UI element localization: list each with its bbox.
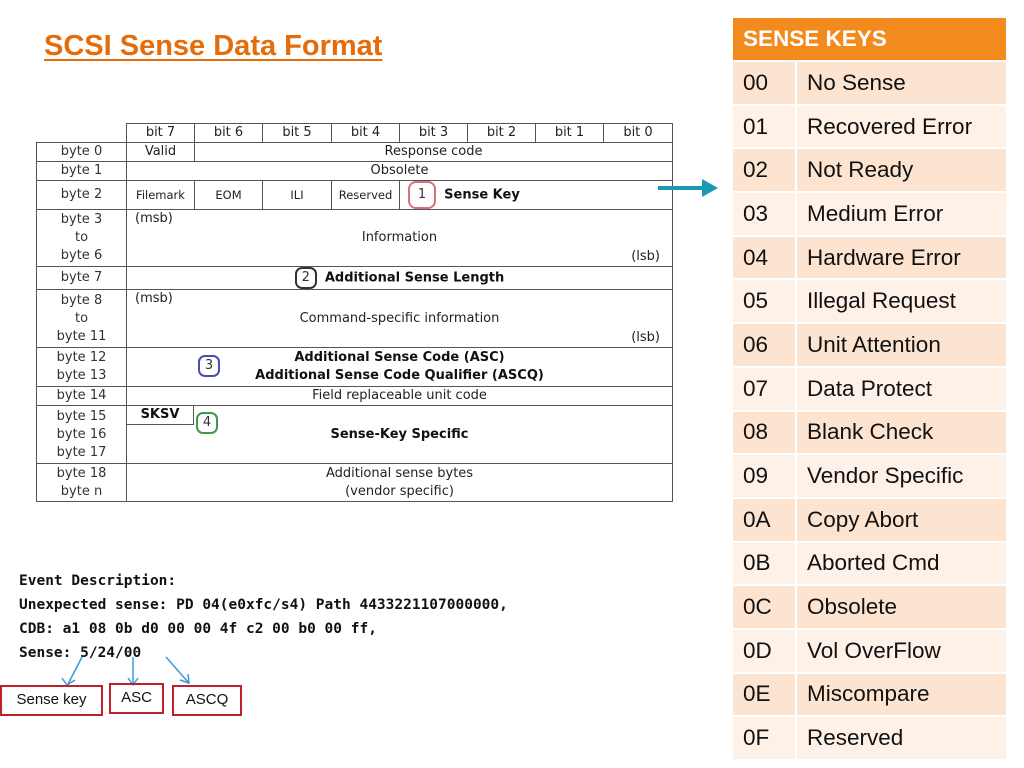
sense-key-code: 0D bbox=[733, 630, 797, 674]
sense-key-code: 0F bbox=[733, 717, 797, 761]
sense-key-row bbox=[733, 368, 1006, 412]
sense-key-name: Vol OverFlow bbox=[797, 630, 1006, 674]
sense-key-row bbox=[733, 193, 1006, 237]
sense-key-code: 0B bbox=[733, 543, 797, 587]
sense-key-row bbox=[733, 630, 1006, 674]
sense-key-row bbox=[733, 499, 1006, 543]
information-label: Information bbox=[361, 230, 438, 245]
sense-key-code: 08 bbox=[733, 412, 797, 456]
sense-key-row bbox=[733, 674, 1006, 718]
bit-header: bit 5 bbox=[263, 124, 332, 143]
sense-key-code: 02 bbox=[733, 149, 797, 193]
eom-field: EOM bbox=[195, 181, 263, 210]
sense-key-name: Not Ready bbox=[797, 149, 1006, 193]
filemark-field: Filemark bbox=[127, 181, 195, 210]
sense-key-row bbox=[733, 455, 1006, 499]
sense-key-specific-label: Sense-Key Specific bbox=[330, 426, 469, 442]
sense-key-name: Blank Check bbox=[797, 412, 1006, 456]
sense-key-row bbox=[733, 149, 1006, 193]
sense-key-code: 07 bbox=[733, 368, 797, 412]
sense-key-row bbox=[733, 237, 1006, 281]
number-badge-1: 1 bbox=[408, 181, 436, 209]
sense-key-name: Miscompare bbox=[797, 674, 1006, 718]
sense-key-row bbox=[733, 62, 1006, 106]
sense-key-label: Sense Key bbox=[444, 187, 520, 203]
sense-key-code: 0C bbox=[733, 586, 797, 630]
byte-label: byte 0 bbox=[37, 143, 127, 162]
sense-key-box: Sense key bbox=[0, 685, 103, 716]
sense-key-name: Data Protect bbox=[797, 368, 1006, 412]
sense-key-name: Aborted Cmd bbox=[797, 543, 1006, 587]
byte-label: byte 7 bbox=[37, 267, 127, 290]
bit-header: bit 0 bbox=[604, 124, 673, 143]
sense-key-code: 03 bbox=[733, 193, 797, 237]
sense-key-arrow-icon bbox=[68, 657, 82, 684]
number-badge-3: 3 bbox=[198, 355, 220, 377]
byte-range-label: byte 15 byte 16 byte 17 bbox=[37, 406, 127, 464]
response-code-field: Response code bbox=[195, 143, 673, 162]
sense-key-row bbox=[733, 412, 1006, 456]
sense-key-row bbox=[733, 280, 1006, 324]
lsb-label: (lsb) bbox=[631, 249, 660, 264]
additional-sense-bytes-field: Additional sense bytes (vendor specific) bbox=[127, 464, 673, 502]
sense-keys-table bbox=[733, 18, 1006, 761]
ascq-label: Additional Sense Code Qualifier (ASCQ) bbox=[255, 368, 544, 383]
sense-keys-header: SENSE KEYS bbox=[733, 18, 1006, 62]
additional-sense-length-label: Additional Sense Length bbox=[324, 270, 505, 286]
sense-key-name: Obsolete bbox=[797, 586, 1006, 630]
sense-key-code: 06 bbox=[733, 324, 797, 368]
byte-label: byte 1 bbox=[37, 162, 127, 181]
sense-key-code: 05 bbox=[733, 280, 797, 324]
ili-field: ILI bbox=[263, 181, 332, 210]
sense-key-field bbox=[400, 181, 673, 210]
asc-label: Additional Sense Code (ASC) bbox=[294, 350, 505, 365]
sense-key-name: Illegal Request bbox=[797, 280, 1006, 324]
bit-header: bit 6 bbox=[195, 124, 263, 143]
sense-key-code: 04 bbox=[733, 237, 797, 281]
sense-key-row bbox=[733, 324, 1006, 368]
sense-key-code: 01 bbox=[733, 106, 797, 150]
asc-box: ASC bbox=[109, 683, 164, 714]
sense-key-row bbox=[733, 586, 1006, 630]
sense-key-code: 0A bbox=[733, 499, 797, 543]
ascq-arrow-icon bbox=[166, 657, 188, 682]
sense-key-name: Copy Abort bbox=[797, 499, 1006, 543]
bit-header: bit 7 bbox=[127, 124, 195, 143]
fru-code-field: Field replaceable unit code bbox=[127, 387, 673, 406]
bit-header: bit 4 bbox=[332, 124, 400, 143]
callout-arrows bbox=[0, 0, 300, 768]
msb-label: (msb) bbox=[135, 291, 173, 306]
sense-key-name: Vendor Specific bbox=[797, 455, 1006, 499]
sense-key-code: 0E bbox=[733, 674, 797, 718]
byte-range-label: byte 12 byte 13 bbox=[37, 348, 127, 387]
msb-label: (msb) bbox=[135, 211, 173, 226]
reserved-field: Reserved bbox=[332, 181, 400, 210]
slide-title: SCSI Sense Data Format bbox=[44, 30, 383, 62]
sense-key-row bbox=[733, 106, 1006, 150]
sense-key-name: Medium Error bbox=[797, 193, 1006, 237]
obsolete-field: Obsolete bbox=[127, 162, 673, 181]
byte-range-label: byte 3 to byte 6 bbox=[37, 210, 127, 267]
sense-key-name: Reserved bbox=[797, 717, 1006, 761]
sense-key-row bbox=[733, 717, 1006, 761]
sksv-field: SKSV bbox=[127, 406, 194, 425]
sense-key-name: Hardware Error bbox=[797, 237, 1006, 281]
event-line: Event Description: bbox=[19, 573, 177, 589]
valid-field: Valid bbox=[127, 143, 195, 162]
command-specific-label: Command-specific information bbox=[299, 310, 500, 326]
number-badge-4: 4 bbox=[196, 412, 218, 434]
bit-header: bit 1 bbox=[536, 124, 604, 143]
sense-key-row bbox=[733, 543, 1006, 587]
event-line: CDB: a1 08 0b d0 00 00 4f c2 00 b0 00 ff, bbox=[19, 621, 377, 637]
sense-key-name: No Sense bbox=[797, 62, 1006, 106]
sense-key-name: Recovered Error bbox=[797, 106, 1006, 150]
number-badge-2: 2 bbox=[295, 267, 317, 289]
bit-header: bit 2 bbox=[468, 124, 536, 143]
byte-range-label: byte 18 byte n bbox=[37, 464, 127, 502]
byte-label: byte 14 bbox=[37, 387, 127, 406]
sense-key-name: Unit Attention bbox=[797, 324, 1006, 368]
sense-key-code: 09 bbox=[733, 455, 797, 499]
right-arrow-icon bbox=[658, 177, 720, 199]
event-line: Unexpected sense: PD 04(e0xfc/s4) Path 4433221107000000, bbox=[19, 597, 508, 613]
sense-keys-header-row bbox=[733, 18, 1006, 62]
byte-range-label: byte 8 to byte 11 bbox=[37, 290, 127, 348]
ascq-box: ASCQ bbox=[172, 685, 242, 716]
event-line: Sense: 5/24/00 bbox=[19, 645, 142, 661]
byte-label: byte 2 bbox=[37, 181, 127, 210]
lsb-label: (lsb) bbox=[631, 330, 660, 345]
bit-header: bit 3 bbox=[400, 124, 468, 143]
sense-key-code: 00 bbox=[733, 62, 797, 106]
